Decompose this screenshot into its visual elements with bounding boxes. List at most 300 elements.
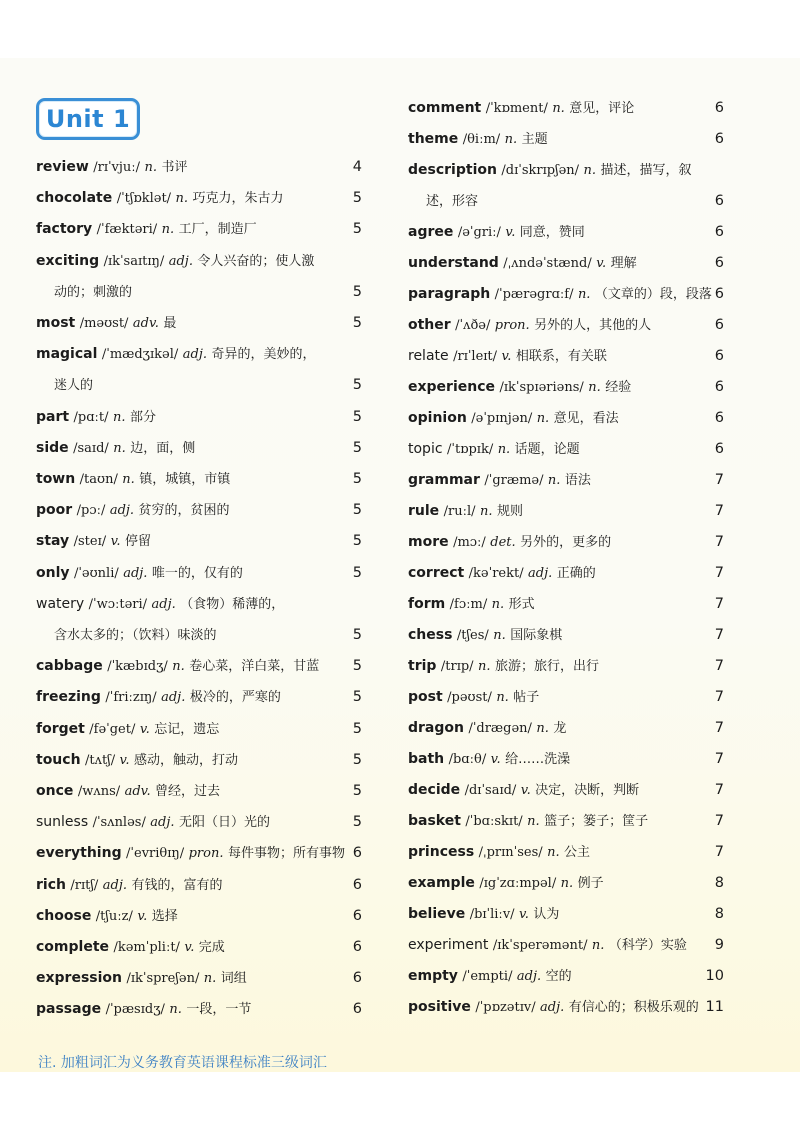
entry-page-number: 5 xyxy=(352,439,362,456)
entry-page-number: 6 xyxy=(352,876,362,893)
vocab-entry xyxy=(408,529,724,555)
vocab-entry xyxy=(408,591,724,617)
entry-text xyxy=(54,279,132,306)
entry-page-number: 5 xyxy=(352,564,362,581)
entry-text xyxy=(36,341,315,368)
entry-part-of-speech: v. xyxy=(596,256,607,271)
entry-page-number: 11 xyxy=(705,999,724,1015)
entry-text xyxy=(36,528,151,555)
vocab-entry xyxy=(36,653,362,679)
entry-phonetic: /pɔː/ xyxy=(76,503,106,519)
entry-word: empty xyxy=(408,968,458,984)
entry-part-of-speech: pron. xyxy=(494,318,530,333)
entry-text xyxy=(408,219,585,246)
entry-phonetic: /ɪgˈzɑːmpəl/ xyxy=(479,876,557,891)
entry-phonetic: /tʌtʃ/ xyxy=(85,752,116,768)
entry-part-of-speech: v. xyxy=(119,752,130,768)
entry-phonetic: /rɪˈleɪt/ xyxy=(453,349,498,364)
entry-part-of-speech: n. xyxy=(144,160,158,175)
entry-text xyxy=(408,250,637,277)
entry-text xyxy=(36,216,257,243)
entry-phonetic: /tʃes/ xyxy=(456,628,489,643)
entry-text xyxy=(408,312,651,339)
entry-definition: （文章的）段，段落 xyxy=(594,287,712,302)
entry-definition: 停留 xyxy=(124,534,151,550)
entry-definition: 一段，一节 xyxy=(186,1002,252,1018)
entry-text xyxy=(408,932,687,959)
entry-part-of-speech: adj. xyxy=(151,596,176,612)
entry-text xyxy=(36,310,176,337)
vocab-entry-continuation xyxy=(408,188,724,214)
entry-definition: 令人兴奋的；使人激 xyxy=(197,253,315,269)
entry-definition: 同意，赞同 xyxy=(519,225,585,240)
entry-phonetic: /saɪd/ xyxy=(73,440,109,456)
entry-phonetic: /dɪˈskrɪpʃən/ xyxy=(501,163,580,178)
entry-word: relate xyxy=(408,348,449,364)
entry-part-of-speech: adj. xyxy=(540,1000,565,1015)
vocab-entry xyxy=(36,154,362,180)
entry-text xyxy=(36,185,284,212)
vocab-entry xyxy=(36,528,362,554)
entry-word: freezing xyxy=(36,689,101,706)
entry-word: paragraph xyxy=(408,286,491,302)
vocab-entry xyxy=(36,248,362,274)
entry-word: touch xyxy=(36,751,81,768)
entry-page-number: 7 xyxy=(714,689,724,705)
entry-page-number: 5 xyxy=(352,315,362,331)
vocab-entry xyxy=(36,872,362,898)
entry-text xyxy=(408,808,648,835)
entry-definition: 唯一的，仅有的 xyxy=(151,565,243,581)
entry-definition: 空的 xyxy=(545,969,572,984)
entry-word: topic xyxy=(408,441,443,457)
entry-phonetic: /kəˈrekt/ xyxy=(468,566,524,581)
entry-part-of-speech: pron. xyxy=(188,846,224,862)
entry-definition: 感动，触动，打动 xyxy=(133,752,238,768)
entry-page-number: 5 xyxy=(352,408,362,425)
entry-phonetic: /ɪkˈsperəmənt/ xyxy=(492,938,588,953)
entry-page-number: 5 xyxy=(352,814,362,831)
entry-part-of-speech: n. xyxy=(536,721,549,736)
entry-part-of-speech: n. xyxy=(113,440,126,456)
entry-text xyxy=(36,248,314,275)
entry-page-number: 7 xyxy=(714,658,724,674)
entry-definition: 相联系，有关联 xyxy=(515,349,607,364)
entry-phonetic: /tʃuːz/ xyxy=(95,908,133,924)
entry-word: most xyxy=(36,315,76,331)
vocab-entry xyxy=(408,436,724,462)
entry-page-number: 7 xyxy=(714,844,724,860)
vocab-entry xyxy=(408,653,724,679)
entry-part-of-speech: n. xyxy=(504,132,518,147)
entry-definition: 动的；刺激的 xyxy=(54,284,133,300)
entry-text xyxy=(408,715,566,742)
entry-definition: 有信心的；积极乐观的 xyxy=(568,1000,699,1015)
vocab-entry xyxy=(408,281,724,307)
entry-phonetic: /ˈkɒment/ xyxy=(485,101,548,116)
entry-page-number: 7 xyxy=(714,565,724,581)
entry-word: theme xyxy=(408,131,459,147)
entry-page-number: 7 xyxy=(714,813,724,829)
entry-part-of-speech: adj. xyxy=(182,347,207,363)
entry-text xyxy=(36,466,230,493)
entry-page-number: 7 xyxy=(714,627,724,643)
entry-page-number: 5 xyxy=(352,658,362,675)
entry-text xyxy=(36,996,251,1023)
entry-text xyxy=(36,154,188,181)
entry-text xyxy=(36,903,178,930)
entry-word: rule xyxy=(408,503,440,519)
vocab-entry-continuation xyxy=(36,372,362,398)
entry-phonetic: /fəˈget/ xyxy=(89,721,136,737)
entry-part-of-speech: n. xyxy=(552,101,565,116)
entry-part-of-speech: n. xyxy=(113,409,126,425)
entry-definition: 极冷的，严寒的 xyxy=(189,690,281,706)
vocab-entry xyxy=(408,870,724,896)
entry-page-number: 5 xyxy=(352,502,362,519)
entry-definition: 旅游；旅行，出行 xyxy=(494,659,599,674)
entry-page-number: 5 xyxy=(352,190,362,207)
entry-word: part xyxy=(36,408,70,425)
entry-phonetic: /rɪtʃ/ xyxy=(70,877,99,893)
entry-word: review xyxy=(36,159,89,175)
vocab-entry xyxy=(408,312,724,338)
entry-definition: 曾经，过去 xyxy=(155,784,221,799)
entry-text xyxy=(408,870,604,897)
entry-definition: 工厂，制造厂 xyxy=(178,222,257,238)
entry-page-number: 7 xyxy=(714,751,724,767)
entry-page-number: 5 xyxy=(352,471,362,487)
entry-part-of-speech: n. xyxy=(497,442,511,457)
entry-part-of-speech: n. xyxy=(588,380,601,395)
entry-word: trip xyxy=(408,658,437,674)
entry-definition: 选择 xyxy=(151,908,178,924)
entry-text xyxy=(408,529,611,556)
entry-page-number: 5 xyxy=(352,783,362,799)
entry-phonetic: /ɪkˈsaɪtɪŋ/ xyxy=(103,253,165,269)
vocab-entry xyxy=(408,498,724,524)
entry-phonetic: /ˈtɒpɪk/ xyxy=(446,442,494,457)
entry-part-of-speech: n. xyxy=(203,971,217,987)
entry-page-number: 6 xyxy=(352,907,362,924)
entry-phonetic: /ˈbɑːskɪt/ xyxy=(465,814,523,829)
entry-phonetic: /ˈfriːzɪŋ/ xyxy=(105,690,157,706)
entry-text xyxy=(54,622,217,649)
vocab-entry xyxy=(36,404,362,430)
entry-page-number: 5 xyxy=(352,221,362,238)
entry-text xyxy=(408,591,535,618)
entry-page-number: 5 xyxy=(352,689,362,706)
entry-phonetic: /ˈfæktəri/ xyxy=(96,222,158,238)
entry-word: exciting xyxy=(36,252,100,269)
entry-page-number: 7 xyxy=(714,472,724,488)
entry-part-of-speech: n. xyxy=(493,628,506,643)
entry-phonetic: /ruːl/ xyxy=(443,504,476,519)
vocab-entry xyxy=(36,310,362,336)
entry-page-number: 7 xyxy=(714,782,724,798)
entry-word: more xyxy=(408,534,449,550)
entry-page-number: 8 xyxy=(714,875,724,891)
entry-text xyxy=(36,934,225,961)
entry-phonetic: /trɪp/ xyxy=(440,659,474,674)
entry-phonetic: /kəmˈpliːt/ xyxy=(113,940,180,955)
entry-page-number: 6 xyxy=(714,286,724,302)
entry-text xyxy=(408,281,712,308)
entry-phonetic: /ɪkˈspreʃən/ xyxy=(126,971,200,987)
entry-definition: 龙 xyxy=(553,721,567,736)
vocab-entry xyxy=(36,216,362,242)
footnote: 注. 加粗词汇为义务教育英语课程标准三级词汇 xyxy=(38,1055,327,1071)
entry-definition: 奇异的，美妙的， xyxy=(211,347,316,363)
entry-part-of-speech: n. xyxy=(479,504,493,519)
entry-word: experience xyxy=(408,379,496,395)
entry-text xyxy=(426,188,478,215)
vocab-entry xyxy=(36,903,362,929)
entry-definition: 词组 xyxy=(220,971,247,987)
entry-page-number: 5 xyxy=(352,533,362,550)
entry-definition: （科学）实验 xyxy=(608,938,687,953)
entry-page-number: 6 xyxy=(714,224,724,240)
entry-phonetic: /bɑːθ/ xyxy=(448,752,487,767)
entry-part-of-speech: n. xyxy=(536,411,550,426)
entry-word: complete xyxy=(36,939,110,955)
vocab-entry-continuation xyxy=(36,622,362,648)
vocab-entry xyxy=(36,560,362,586)
entry-word: expression xyxy=(36,970,122,987)
entry-definition: 规则 xyxy=(496,504,523,519)
entry-word: chocolate xyxy=(36,190,113,207)
vocab-entry xyxy=(36,840,362,866)
entry-phonetic: /taʊn/ xyxy=(79,472,118,487)
entry-definition: 正确的 xyxy=(556,566,596,581)
entry-definition: 有钱的，富有的 xyxy=(131,877,223,893)
entry-part-of-speech: v. xyxy=(110,534,121,550)
entry-phonetic: /mɔː/ xyxy=(453,535,486,550)
vocab-entry xyxy=(36,747,362,773)
vocab-entry xyxy=(408,374,724,400)
entry-word: forget xyxy=(36,720,85,737)
entry-part-of-speech: n. xyxy=(478,659,491,674)
entry-text xyxy=(408,684,539,711)
entry-phonetic: /pəʊst/ xyxy=(447,690,492,705)
entry-definition: 贫穷的，贫困的 xyxy=(138,503,230,519)
entry-phonetic: /bɪˈliːv/ xyxy=(469,907,515,922)
entry-definition: 国际象棋 xyxy=(510,628,563,643)
entry-part-of-speech: n. xyxy=(496,690,509,705)
entry-text xyxy=(408,343,607,370)
entry-phonetic: /ˈpɒzətɪv/ xyxy=(475,1000,536,1015)
entry-definition: 意见，评论 xyxy=(569,101,635,116)
entry-phonetic: /ˈtʃɒklət/ xyxy=(116,191,172,207)
entry-word: decide xyxy=(408,782,461,798)
entry-phonetic: /məʊst/ xyxy=(79,316,129,331)
entry-text xyxy=(36,965,247,992)
entry-phonetic: /ˈkæbɪdʒ/ xyxy=(107,659,168,675)
vocab-entry xyxy=(408,157,724,183)
entry-part-of-speech: adj. xyxy=(528,566,553,581)
entry-definition: 边，面，侧 xyxy=(130,440,196,456)
entry-phonetic: /rɪˈvjuː/ xyxy=(93,160,141,175)
entry-text xyxy=(54,372,93,399)
entry-word: grammar xyxy=(408,472,480,488)
entry-definition: 忘记，遗忘 xyxy=(154,721,220,737)
entry-part-of-speech: det. xyxy=(490,535,516,550)
entry-text xyxy=(36,840,345,867)
entry-word: opinion xyxy=(408,410,467,426)
entry-definition: 意见，看法 xyxy=(553,411,619,426)
entry-page-number: 6 xyxy=(352,970,362,987)
vocab-entry xyxy=(408,250,724,276)
entry-page-number: 5 xyxy=(352,377,362,394)
entry-definition: 认为 xyxy=(533,907,560,922)
entry-word: factory xyxy=(36,221,93,238)
entry-word: sunless xyxy=(36,814,89,831)
entry-part-of-speech: adj. xyxy=(516,969,542,984)
vocab-entry xyxy=(408,467,724,493)
entry-phonetic: /ˈpærəgrɑːf/ xyxy=(494,287,574,302)
entry-phonetic: /wʌns/ xyxy=(77,784,121,799)
entry-part-of-speech: n. xyxy=(169,1002,182,1018)
entry-part-of-speech: n. xyxy=(547,845,560,860)
entry-page-number: 5 xyxy=(352,751,362,768)
entry-page-number: 6 xyxy=(714,131,724,147)
entry-text xyxy=(408,95,634,122)
entry-text xyxy=(408,622,562,649)
entry-definition: 每件事物；所有事物 xyxy=(227,846,345,862)
entry-word: stay xyxy=(36,533,70,550)
entry-definition: 话题，论题 xyxy=(514,442,580,457)
entry-definition: 卷心菜，洋白菜，甘蓝 xyxy=(189,659,320,675)
unit-badge xyxy=(36,98,140,140)
entry-part-of-speech: n. xyxy=(583,163,597,178)
vocab-entry xyxy=(36,185,362,211)
vocab-entry xyxy=(408,808,724,834)
entry-part-of-speech: v. xyxy=(520,783,531,798)
entry-phonetic: /pɑːt/ xyxy=(73,409,109,425)
unit-label: Unit 1 xyxy=(45,105,131,133)
entry-page-number: 4 xyxy=(352,159,362,175)
vocab-entry xyxy=(408,405,724,431)
entry-definition: 给……洗澡 xyxy=(505,752,571,767)
entry-phonetic: /ˈdrægən/ xyxy=(468,721,532,736)
entry-page-number: 7 xyxy=(714,596,724,612)
entry-text xyxy=(36,497,230,524)
entry-page-number: 10 xyxy=(705,968,724,984)
entry-word: correct xyxy=(408,565,465,581)
entry-part-of-speech: n. xyxy=(547,473,561,488)
entry-word: other xyxy=(408,317,451,333)
entry-page-number: 7 xyxy=(714,720,724,736)
entry-page-number: 6 xyxy=(714,441,724,457)
entry-word: once xyxy=(36,783,74,799)
entry-word: magical xyxy=(36,346,98,363)
vocab-entry xyxy=(408,901,724,927)
vocab-entry xyxy=(408,777,724,803)
entry-definition: 迷人的 xyxy=(54,378,94,394)
entry-text xyxy=(408,374,631,401)
entry-word: everything xyxy=(36,845,122,862)
entry-word: chess xyxy=(408,627,453,643)
entry-text xyxy=(408,963,572,990)
entry-phonetic: /ˌprɪnˈses/ xyxy=(478,845,543,860)
entry-part-of-speech: adv. xyxy=(132,316,159,331)
entry-part-of-speech: adj. xyxy=(123,565,148,581)
vocab-entry xyxy=(408,715,724,741)
vocab-entry xyxy=(36,435,362,461)
entry-definition: 另外的，更多的 xyxy=(520,535,612,550)
entry-text xyxy=(408,746,570,773)
entry-page-number: 5 xyxy=(352,283,362,300)
entry-definition: 最 xyxy=(163,316,177,331)
entry-word: example xyxy=(408,875,475,891)
entry-text xyxy=(408,498,523,525)
entry-page-number: 6 xyxy=(714,317,724,333)
entry-part-of-speech: n. xyxy=(577,287,591,302)
entry-definition: 形式 xyxy=(508,597,535,612)
entry-part-of-speech: v. xyxy=(519,907,529,922)
entry-phonetic: /əˈgriː/ xyxy=(457,225,501,240)
entry-definition: 含水太多的；（饮料）味淡的 xyxy=(54,628,217,643)
entry-word: description xyxy=(408,162,497,178)
entry-phonetic: /fɔːm/ xyxy=(449,597,488,612)
entry-part-of-speech: adj. xyxy=(168,253,193,269)
entry-word: dragon xyxy=(408,720,464,736)
entry-word: princess xyxy=(408,844,475,860)
entry-definition: 描述，描写，叙 xyxy=(600,163,692,178)
entry-page-number: 6 xyxy=(352,845,362,862)
vocab-entry xyxy=(36,965,362,991)
vocab-entry xyxy=(36,778,362,804)
entry-text xyxy=(408,405,619,432)
entry-word: positive xyxy=(408,999,471,1015)
entry-phonetic: /ˈgræmə/ xyxy=(484,473,544,488)
vocab-entry xyxy=(408,126,724,152)
vocab-entry xyxy=(36,497,362,523)
entry-phonetic: /ˈevriθɪŋ/ xyxy=(126,846,185,862)
entry-phonetic: /ˈwɔːtəri/ xyxy=(88,596,148,612)
entry-page-number: 5 xyxy=(352,720,362,737)
vocab-entry xyxy=(408,684,724,710)
entry-text xyxy=(36,653,319,680)
entry-page-number: 6 xyxy=(714,410,724,426)
entry-part-of-speech: v. xyxy=(137,908,148,924)
entry-phonetic: /ˈʌðə/ xyxy=(455,318,491,333)
entry-page-number: 6 xyxy=(714,255,724,271)
entry-definition: 篮子；篓子；筐子 xyxy=(544,814,649,829)
vocab-entry xyxy=(36,684,362,710)
entry-text xyxy=(408,653,599,680)
vocab-entry xyxy=(408,839,724,865)
entry-part-of-speech: v. xyxy=(490,752,501,767)
vocab-entry xyxy=(408,994,724,1020)
entry-definition: 帖子 xyxy=(513,690,540,705)
vocab-entry xyxy=(408,746,724,772)
entry-phonetic: /ɪkˈspɪəriəns/ xyxy=(499,380,584,395)
vocab-entry xyxy=(36,466,362,492)
entry-word: comment xyxy=(408,100,482,116)
entry-definition: 书评 xyxy=(161,160,188,175)
entry-part-of-speech: adj. xyxy=(161,690,186,706)
entry-word: side xyxy=(36,439,69,456)
entry-phonetic: /əˈpɪnjən/ xyxy=(471,411,533,426)
entry-phonetic: /ˈpæsɪdʒ/ xyxy=(105,1002,165,1018)
entry-definition: 例子 xyxy=(577,876,604,891)
vocab-entry xyxy=(36,809,362,835)
entry-page-number: 6 xyxy=(714,193,724,209)
entry-part-of-speech: adj. xyxy=(109,503,135,519)
entry-part-of-speech: v. xyxy=(501,349,512,364)
entry-word: poor xyxy=(36,502,73,519)
